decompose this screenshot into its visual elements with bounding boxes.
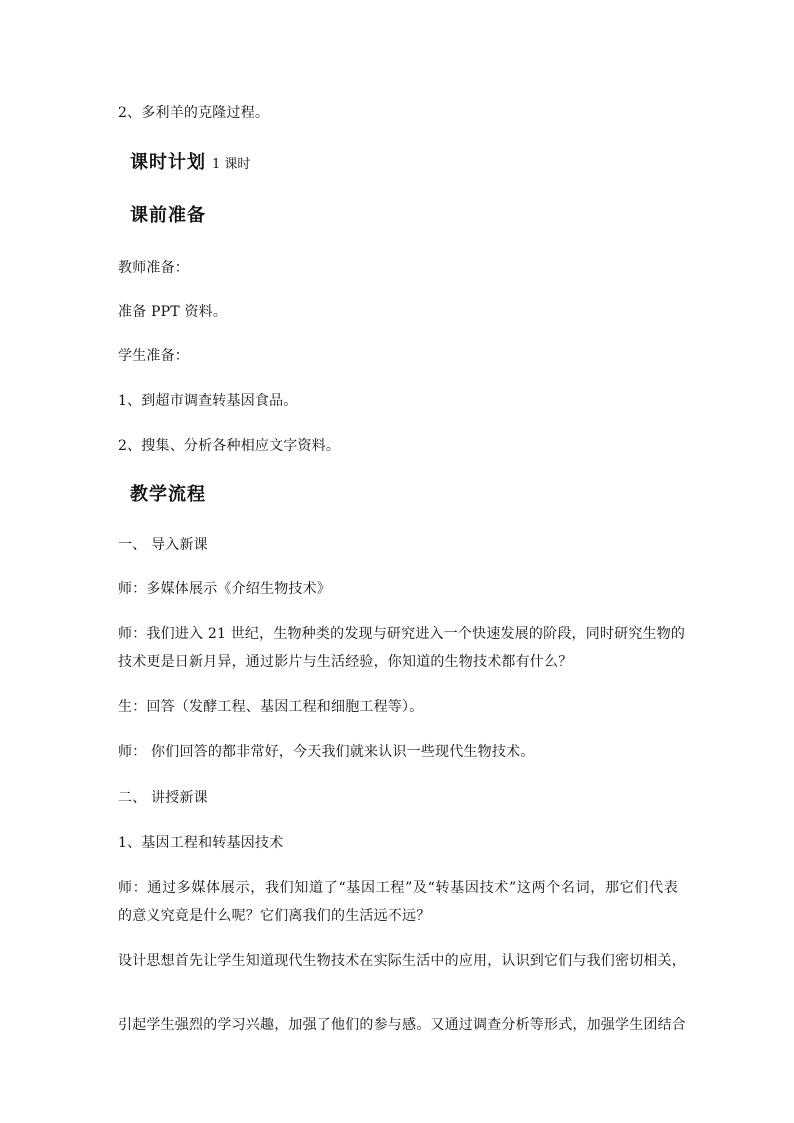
teacher-line-4a: 师：通过多媒体展示，我们知道了“基因工程”及“转基因技术”这两个名词，那它们代表: [118, 880, 678, 896]
heading-lesson-plan-note: 1 课时: [212, 157, 251, 172]
student-prep-item-2: 2、搜集、分析各种相应文字资料。: [118, 438, 341, 454]
teacher-line-4b: 的意义究竟是什么呢？它们离我们的生活远不远？: [118, 908, 431, 924]
section-introduction: 一、 导入新课: [118, 537, 208, 553]
teacher-line-2b: 技术更是日新月异，通过影片与生活经验，你知道的生物技术都有什么？: [118, 654, 573, 670]
design-thought-a: 设计思想首先让学生知道现代生物技术在实际生活中的应用，认识到它们与我们密切相关，: [118, 953, 686, 969]
heading-preparation: 课前准备: [130, 205, 206, 226]
heading-teaching-flow: 教学流程: [130, 484, 206, 505]
design-thought-b: 引起学生强烈的学习兴趣，加强了他们的参与感。又通过调查分析等形式，加强学生团结合: [118, 1017, 686, 1033]
teacher-prep-item: 准备 PPT 资料。: [118, 304, 228, 320]
heading-lesson-plan: [130, 151, 250, 177]
student-prep-item-1: 1、到超市调查转基因食品。: [118, 393, 298, 409]
teacher-line-1: 师：多媒体展示《介绍生物技术》: [118, 581, 331, 597]
section-new-lesson: 二、 讲授新课: [118, 790, 208, 806]
teacher-line-3: 师： 你们回答的都非常好，今天我们就来认识一些现代生物技术。: [118, 744, 535, 760]
heading-lesson-plan-title: 课时计划: [130, 152, 206, 173]
teacher-prep-label: 教师准备：: [118, 260, 189, 276]
subsection-genetic-engineering: 1、基因工程和转基因技术: [118, 835, 284, 851]
paragraph-cloning-process: 2、多利羊的克隆过程。: [118, 105, 270, 121]
teacher-line-2a: 师：我们进入 21 世纪，生物种类的发现与研究进入一个快速发展的阶段，同时研究生物的: [118, 626, 686, 642]
student-prep-label: 学生准备：: [118, 348, 189, 364]
student-answer: 生：回答（发酵工程、基因工程和细胞工程等）。: [118, 699, 424, 715]
